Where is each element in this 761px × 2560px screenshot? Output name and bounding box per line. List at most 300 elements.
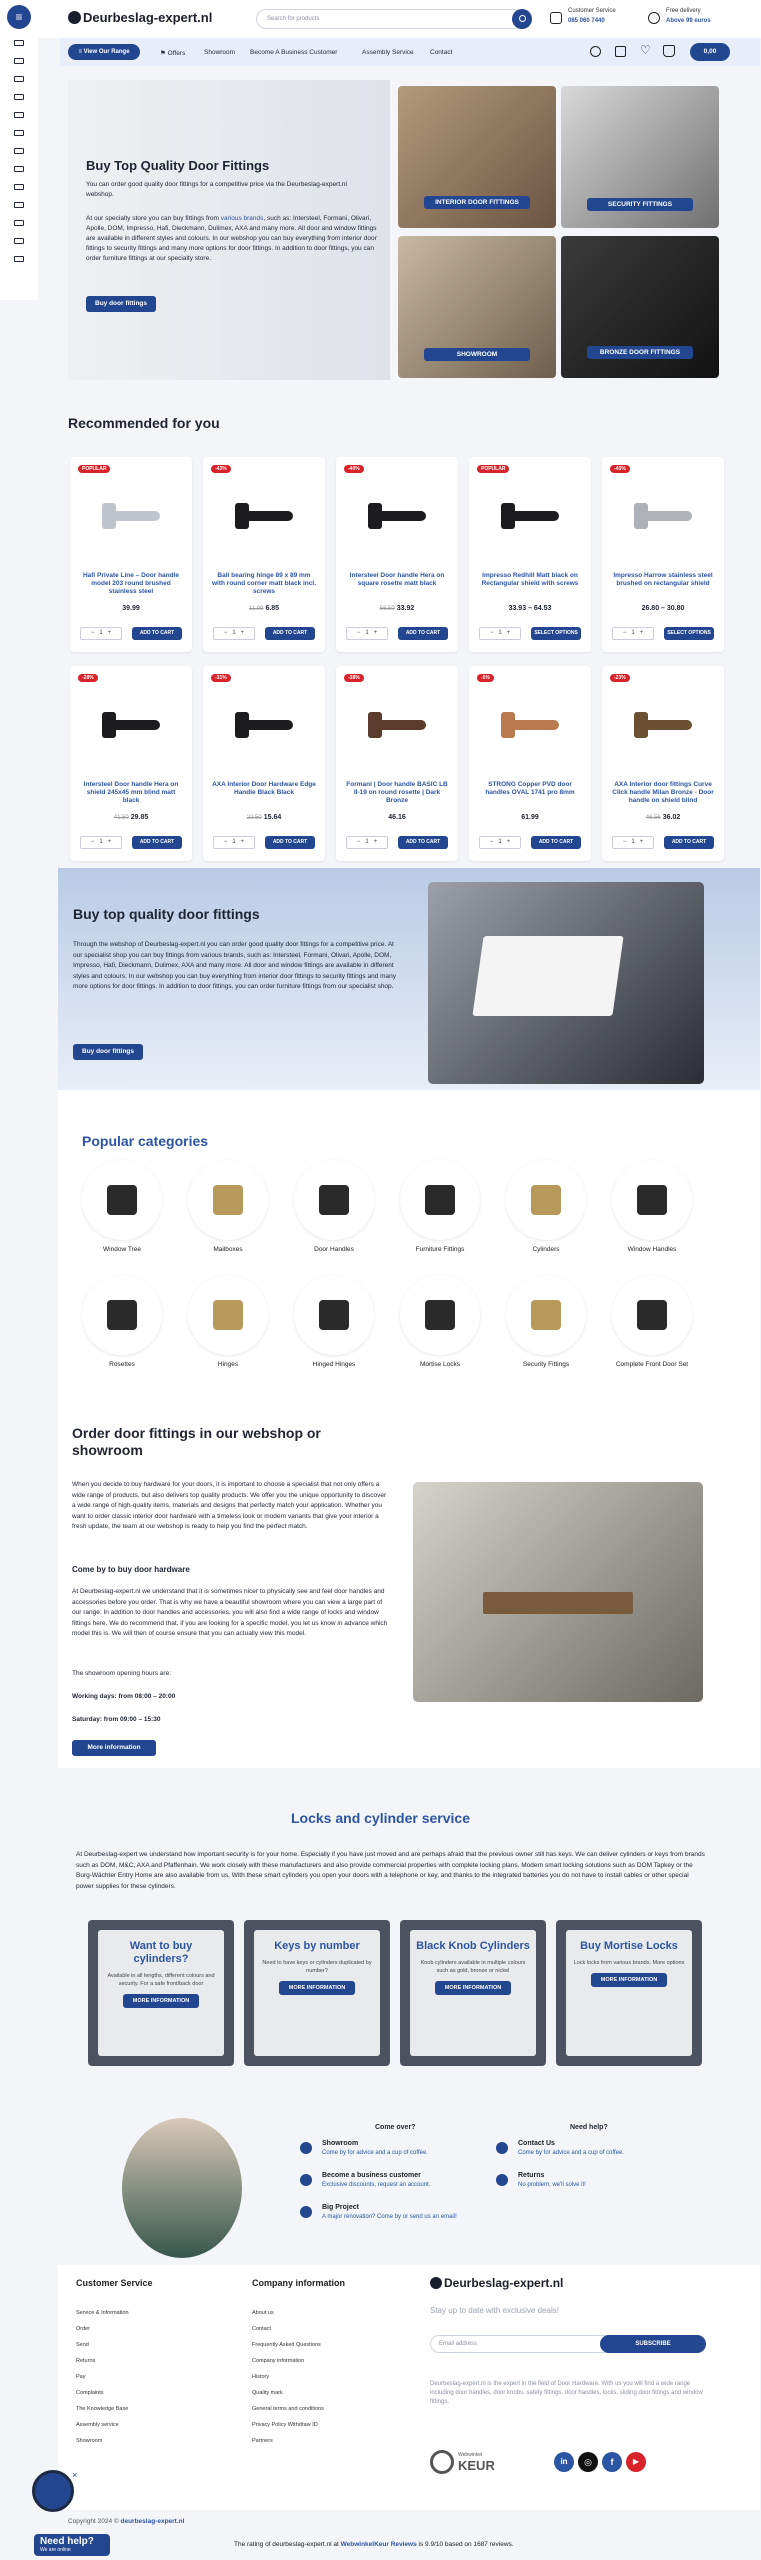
service-more-button[interactable]: MORE INFORMATION xyxy=(435,1981,511,1995)
product-current-price: 33.92 xyxy=(396,605,415,612)
buy-section xyxy=(58,868,760,1090)
brands-link[interactable]: various brands xyxy=(220,215,264,222)
category-image xyxy=(188,1275,268,1355)
quantity-stepper[interactable]: − 1 + xyxy=(80,627,122,640)
category-label: Security Fittings xyxy=(522,1361,570,1368)
tile-security-label: SECURITY FITTINGS xyxy=(587,198,693,211)
product-badge: -31% xyxy=(211,674,231,682)
footer-link[interactable]: History xyxy=(252,2374,270,2380)
product-price xyxy=(469,605,591,612)
category-product-shape xyxy=(637,1185,667,1215)
cart-icon[interactable] xyxy=(663,45,675,57)
footer-link[interactable]: Pay xyxy=(76,2374,86,2380)
product-card[interactable] xyxy=(602,666,724,861)
add-to-cart-button[interactable]: ADD TO CART xyxy=(132,836,182,849)
webwinkelkeur-logo[interactable] xyxy=(430,2450,500,2476)
close-icon[interactable]: × xyxy=(72,2470,78,2480)
category-label: Hinges xyxy=(217,1361,239,1368)
product-badge: -43% xyxy=(211,465,231,473)
need-help-title: Need help? xyxy=(570,2124,608,2131)
product-current-price: 15.64 xyxy=(263,814,282,821)
plus-icon[interactable]: + xyxy=(240,839,245,845)
quantity-stepper[interactable]: − 1 + xyxy=(346,627,388,640)
product-card[interactable] xyxy=(469,457,591,652)
hero-intro: You can order good quality door fittings for a competitive price via the Deurbeslag-expert.nl webshop. xyxy=(86,181,347,198)
hero-section xyxy=(68,80,390,380)
add-to-cart-button[interactable]: ADD TO CART xyxy=(398,627,448,640)
search-input[interactable]: Search for products xyxy=(256,9,524,29)
plus-icon[interactable]: + xyxy=(240,630,245,636)
quantity-stepper[interactable]: − 1 + xyxy=(213,836,255,849)
footer-link[interactable]: About us xyxy=(252,2310,274,2316)
laptop-screen xyxy=(472,936,623,1016)
category-image xyxy=(294,1160,374,1240)
rail-icon-key[interactable] xyxy=(14,148,24,154)
service-text: Available in all lengths, different colours and security. For a safe front/back door xyxy=(107,1973,215,1987)
category-item[interactable] xyxy=(186,1160,270,1253)
tile-showroom-label: SHOWROOM xyxy=(424,348,530,361)
customer-service-label: Customer Service xyxy=(568,8,616,14)
service-more-button[interactable]: MORE INFORMATION xyxy=(591,1973,667,1987)
category-item[interactable] xyxy=(504,1275,588,1368)
category-item[interactable] xyxy=(186,1275,270,1368)
project-icon xyxy=(300,2206,312,2218)
category-label: Window Handles xyxy=(627,1246,677,1253)
rosette-shape xyxy=(235,503,249,529)
product-name[interactable]: Intersteel Door handle Hera on shield 245x45 mm blind matt black xyxy=(83,781,179,804)
category-label: Mailboxes xyxy=(213,1246,243,1253)
hero-title: Buy Top Quality Door Fittings xyxy=(86,158,270,173)
product-current-price: 6.85 xyxy=(265,605,280,612)
service-title: Buy Mortise Locks xyxy=(580,1940,678,1952)
tile-bronze[interactable] xyxy=(561,236,719,378)
product-price xyxy=(602,814,724,821)
plus-icon[interactable]: + xyxy=(506,630,511,636)
footer-link[interactable]: Service & Information xyxy=(76,2310,129,2316)
left-rail xyxy=(0,0,38,300)
plus-icon[interactable]: + xyxy=(639,839,644,845)
minus-icon[interactable]: − xyxy=(489,630,494,636)
product-card[interactable] xyxy=(336,457,458,652)
category-image xyxy=(506,1160,586,1240)
product-current-price: 46.16 xyxy=(388,814,406,821)
add-to-cart-button[interactable]: ADD TO CART xyxy=(132,627,182,640)
add-to-cart-button[interactable]: ADD TO CART xyxy=(531,836,581,849)
keur-big: KEUR xyxy=(458,2458,495,2473)
tile-showroom[interactable] xyxy=(398,236,556,378)
help-avatar xyxy=(32,2470,74,2512)
cart-total-button[interactable]: 0,00 xyxy=(690,43,730,61)
category-item[interactable] xyxy=(504,1160,588,1253)
product-name[interactable]: STRONG Copper PVD door handles OVAL 1741 pro 8mm xyxy=(485,781,575,796)
product-image xyxy=(499,698,561,760)
instagram-icon[interactable]: ◎ xyxy=(578,2452,598,2472)
category-product-shape xyxy=(319,1300,349,1330)
newsletter-text: Stay up to date with exclusive deals! xyxy=(430,2306,559,2315)
tile-interior[interactable] xyxy=(398,86,556,228)
footer-link[interactable]: Showroom xyxy=(76,2438,103,2444)
minus-icon[interactable]: − xyxy=(489,839,494,845)
product-badge: POPULAR xyxy=(477,465,509,473)
product-price xyxy=(602,605,724,612)
category-item[interactable] xyxy=(610,1275,694,1368)
rail-icon-cylinder[interactable] xyxy=(14,130,24,136)
product-image xyxy=(632,489,694,551)
come-over-title: Come over? xyxy=(375,2124,416,2131)
category-item[interactable] xyxy=(292,1160,376,1253)
quantity-stepper[interactable]: − 1 + xyxy=(612,627,654,640)
business-icon xyxy=(300,2174,312,2186)
locks-body: At Deurbeslag-expert we understand how important security is for your home. Especially if you have just moved and are perhaps afraid that the previous owner still has keys. We can deliver cylinders or keys from brands such as DOM, M&C, AXA and Pfaffenhain. We work closely with these manufacturers and also provide commercial properties with complete locking plans. Modern smart locking solutions such as DOM Tapkey or the Burg-Wächter Entry Home are also available from us. With these smart cylinders you open your doors with a telephone or key, and thanks to the integrated batteries you do not have to install cables or other special power supplies for these cylinders. xyxy=(76,1851,705,1890)
service-more-button[interactable]: MORE INFORMATION xyxy=(279,1981,355,1995)
phone-icon xyxy=(550,12,562,24)
category-label: Door Handles xyxy=(314,1246,354,1253)
rosette-shape xyxy=(102,712,116,738)
rail-icon-door[interactable] xyxy=(14,40,24,46)
footer-link[interactable]: The Knowledge Base xyxy=(76,2406,129,2412)
product-price xyxy=(203,814,325,821)
logo-icon xyxy=(430,2277,442,2289)
footer-link[interactable]: Order xyxy=(76,2326,91,2332)
quantity-stepper[interactable]: − 1 + xyxy=(80,836,122,849)
category-item[interactable] xyxy=(398,1275,482,1368)
showroom-p1: When you decide to buy hardware for your doors, it is important to choose a specialist that not only offers a wide range of products, but also delivers top quality products. We offer you the unique opportunity to discover a wide range of high-quality items, materials and designs that perfectly match your application. Whether you want to order classic interior door hardware with a timeless look or modern variants that give your interior a fresh update, the team at our webshop is ready to help you find the perfect match. xyxy=(72,1481,387,1530)
rail-icon-hinge[interactable] xyxy=(14,94,24,100)
category-item[interactable] xyxy=(80,1160,164,1253)
showroom-h2: Come by to buy door hardware xyxy=(72,1565,190,1574)
help-widget[interactable] xyxy=(30,2470,78,2540)
contact-sub: Come by for advice and a cup of coffee. xyxy=(322,2150,428,2156)
top-bar xyxy=(38,0,761,38)
rail-icon-sliding[interactable] xyxy=(14,184,24,190)
menu-button[interactable]: ≡ xyxy=(7,5,31,29)
product-price xyxy=(70,605,192,612)
product-name[interactable]: Impresso Redhill Matt black on Rectangular shield with screws xyxy=(481,572,579,587)
category-item[interactable] xyxy=(398,1160,482,1253)
locks-title: Locks and cylinder service xyxy=(291,1810,470,1826)
footer-link[interactable]: Send xyxy=(76,2342,89,2348)
category-image xyxy=(400,1160,480,1240)
add-to-cart-button[interactable]: ADD TO CART xyxy=(265,836,315,849)
service-card[interactable] xyxy=(88,1920,234,2066)
email-input[interactable]: Email address xyxy=(430,2335,630,2353)
plus-icon[interactable]: + xyxy=(107,630,112,636)
hours-working: Working days: from 08:00 – 20:00 xyxy=(72,1693,176,1700)
footer-ci-title: Company information xyxy=(252,2278,346,2288)
product-old-price: 56.50 xyxy=(379,606,395,612)
product-current-price: 33.93 – 64.53 xyxy=(508,605,552,612)
category-label: Window Tree xyxy=(103,1246,141,1253)
product-image xyxy=(100,489,162,551)
product-name[interactable]: Hafi Private Line – Door handle model 203 round brushed stainless steel xyxy=(82,572,180,595)
product-name[interactable]: Intersteel Door handle Hera on square rosette matt black xyxy=(349,572,445,587)
product-name[interactable]: AXA Interior Door Hardware Edge Handle Black Black xyxy=(212,781,316,796)
footer-about: Deurbeslag-expert.nl is the expert in the field of Door Hardware. With us you will find a wide range including door handles, door knobs, safety fittings, door handles, locks, sliding door fittings and window fittings. xyxy=(430,2381,703,2405)
facebook-icon[interactable]: f xyxy=(602,2452,622,2472)
category-product-shape xyxy=(213,1185,243,1215)
linkedin-icon[interactable]: in xyxy=(554,2452,574,2472)
product-image xyxy=(499,489,561,551)
hours-intro: The showroom opening hours are: xyxy=(72,1670,172,1677)
footer-link[interactable]: Assembly service xyxy=(76,2422,119,2428)
plus-icon[interactable]: + xyxy=(373,630,378,636)
keur-check-icon xyxy=(430,2450,454,2474)
rating-link[interactable]: WebwinkelKeur Reviews xyxy=(340,2541,417,2548)
add-to-cart-button[interactable]: SELECT OPTIONS xyxy=(531,627,581,640)
minus-icon[interactable]: − xyxy=(223,630,228,636)
minus-icon[interactable]: − xyxy=(90,839,95,845)
category-item[interactable] xyxy=(610,1160,694,1253)
category-image xyxy=(82,1160,162,1240)
service-card[interactable] xyxy=(400,1920,546,2066)
nav-assembly[interactable]: Assembly Service xyxy=(362,49,414,56)
service-card-inner xyxy=(98,1930,224,2056)
footer-logo[interactable]: Deurbeslag-expert.nl xyxy=(430,2276,563,2290)
product-image xyxy=(233,489,295,551)
rosette-shape xyxy=(634,712,648,738)
minus-icon[interactable]: − xyxy=(622,839,627,845)
contact-sub: Exclusive discounts, request an account. xyxy=(322,2182,431,2188)
tile-bronze-label: BRONZE DOOR FITTINGS xyxy=(587,346,693,359)
minus-icon[interactable]: − xyxy=(356,630,361,636)
category-product-shape xyxy=(213,1300,243,1330)
copyright: Copyright 2024 © deurbeslag-expert.nl xyxy=(68,2518,185,2525)
quantity-stepper[interactable]: − 1 + xyxy=(213,627,255,640)
product-card[interactable] xyxy=(203,457,325,652)
add-to-cart-button[interactable]: ADD TO CART xyxy=(398,836,448,849)
rosette-shape xyxy=(102,503,116,529)
logo-icon xyxy=(68,11,81,24)
tile-interior-label: INTERIOR DOOR FITTINGS xyxy=(424,196,530,209)
product-old-price: 11.99 xyxy=(248,606,264,612)
category-image xyxy=(612,1275,692,1355)
search-icon xyxy=(519,15,526,22)
need-help-text: Need help? xyxy=(40,2536,94,2547)
rail-icon-window[interactable] xyxy=(14,112,24,118)
category-image xyxy=(506,1275,586,1355)
add-to-cart-button[interactable]: SELECT OPTIONS xyxy=(664,627,714,640)
contact-title: Become a business customer xyxy=(322,2172,421,2179)
service-title: Want to buy cylinders? xyxy=(129,1940,193,1965)
category-product-shape xyxy=(531,1185,561,1215)
minus-icon[interactable]: − xyxy=(622,630,627,636)
view-range-button[interactable]: ≡ View Our Range xyxy=(68,44,140,60)
contact-title: Contact Us xyxy=(518,2140,555,2147)
rail-icon-lock[interactable] xyxy=(14,76,24,82)
contact-sub: No problem, we'll solve it! xyxy=(518,2182,586,2188)
footer-link[interactable]: Frequently Asked Questions xyxy=(252,2342,321,2348)
product-image xyxy=(366,698,428,760)
category-item[interactable] xyxy=(292,1275,376,1368)
product-price xyxy=(469,814,591,821)
category-product-shape xyxy=(425,1300,455,1330)
showroom-cta[interactable]: More information xyxy=(72,1740,156,1756)
quantity-stepper[interactable]: − 1 + xyxy=(479,627,521,640)
minus-icon[interactable]: − xyxy=(90,630,95,636)
footer-link[interactable]: Contact xyxy=(252,2326,271,2332)
nav-bar xyxy=(60,38,760,66)
contact-title: Returns xyxy=(518,2172,545,2179)
footer-link[interactable]: Quality mark xyxy=(252,2390,283,2396)
category-image xyxy=(400,1275,480,1355)
rosette-shape xyxy=(501,712,515,738)
service-card[interactable] xyxy=(244,1920,390,2066)
need-help-badge[interactable] xyxy=(34,2534,110,2556)
staff-photo xyxy=(122,2118,242,2258)
subscribe-button[interactable]: SUBSCRIBE xyxy=(600,2335,706,2353)
showroom-p2: At Deurbeslag-expert.nl we understand that it is sometimes nicer to physically see and feel door handles and accessories before you order. That is why we have a beautiful showroom where you can view a large part of our range. In addition to door handles and accessories, you will also find a wide range of locks and window fittings here. We do recommend that, if you are looking for a specific model, you let us know in advance which model this is. We will then of course ensure that you can actually view this model. xyxy=(72,1588,388,1637)
category-product-shape xyxy=(637,1300,667,1330)
nav-business[interactable]: Become A Business Customer xyxy=(250,49,338,56)
categories-title: Popular categories xyxy=(82,1133,209,1149)
product-card[interactable] xyxy=(469,666,591,861)
buy-cta[interactable]: Buy door fittings xyxy=(73,1044,143,1060)
menu-icon: ≡ xyxy=(78,49,84,55)
service-card-inner xyxy=(410,1930,536,2056)
product-price xyxy=(70,814,192,821)
nav-contact[interactable]: Contact xyxy=(430,49,453,56)
plus-icon[interactable]: + xyxy=(373,839,378,845)
rail-icon-sale[interactable] xyxy=(14,256,24,262)
category-product-shape xyxy=(107,1300,137,1330)
product-image xyxy=(100,698,162,760)
tag-icon: ⚑ xyxy=(160,50,168,57)
category-label: Mortise Locks xyxy=(419,1361,461,1368)
category-label: Rosettes xyxy=(109,1361,135,1368)
product-name[interactable]: Ball bearing hinge 89 x 89 mm with round corner matt black incl. screws xyxy=(211,572,317,595)
product-badge: POPULAR xyxy=(78,465,110,473)
add-to-cart-button[interactable]: ADD TO CART xyxy=(664,836,714,849)
category-image xyxy=(612,1160,692,1240)
product-card[interactable] xyxy=(203,666,325,861)
product-name[interactable]: Impresso Harrow stainless steel brushed on rectangular shield xyxy=(613,572,713,587)
product-current-price: 26.80 – 30.80 xyxy=(641,605,685,612)
tile-security[interactable] xyxy=(561,86,719,228)
product-badge: -45% xyxy=(610,465,630,473)
logo[interactable]: Deurbeslag-expert.nl xyxy=(68,10,212,25)
hero-body: At our specialty store you can buy fittings from various brands, such as: Intersteel, Formani, Olivari, Apolle, DOM, Impresso, Hafi, Dieckmann, Dulimex, AXA and many more. All door and window fittings are available in different styles and colours. In our webshop you can buy everything from interior door fittings to security fittings and many more options for door fittings. In addition to door fittings, you can order furniture fittings at our specialty store. xyxy=(86,215,377,262)
nav-showroom[interactable]: Showroom xyxy=(204,49,236,56)
delivery-label: Free delivery xyxy=(666,8,701,14)
product-badge: -5% xyxy=(477,674,494,682)
laptop-image xyxy=(428,882,704,1084)
footer-link[interactable]: Returns xyxy=(76,2358,96,2364)
product-badge: -40% xyxy=(344,465,364,473)
category-label: Furniture Fittings xyxy=(415,1246,465,1253)
product-current-price: 36.02 xyxy=(662,814,681,821)
product-old-price: 22.50 xyxy=(246,815,262,821)
hours-saturday: Saturday: from 09:00 – 15:30 xyxy=(72,1716,161,1723)
search-button[interactable] xyxy=(512,9,532,29)
product-current-price: 39.99 xyxy=(122,605,140,612)
youtube-icon[interactable]: ▶ xyxy=(626,2452,646,2472)
rail-icon-furniture[interactable] xyxy=(14,202,24,208)
service-title: Keys by number xyxy=(274,1940,360,1952)
nav-offers[interactable]: ⚑ Offers xyxy=(160,50,186,57)
category-image xyxy=(294,1275,374,1355)
product-card[interactable] xyxy=(70,457,192,652)
product-card[interactable] xyxy=(602,457,724,652)
buy-body: Through the webshop of Deurbeslag-expert.nl you can order good quality door fittings for a competitive price. At our specialist shop you can buy fittings from various brands, such as: Intersteel, Formani, Olivari, Apolle, DOM, Impresso, Hafi, Dieckmann, Dulimex, AXA and many more. All door and window fittings are available in different styles and colours. In our webshop you can buy everything from interior door fittings to security fittings and many more options for door fittings. In addition to door fittings, you can order furniture fittings from our specialist shop. xyxy=(73,941,396,990)
footer-link[interactable]: Complaints xyxy=(76,2390,104,2396)
location-icon xyxy=(300,2142,312,2154)
mail-icon xyxy=(496,2142,508,2154)
copyright-link[interactable]: deurbeslag-expert.nl xyxy=(120,2518,185,2525)
contact-sub: A major renovation? Come by or send us an email! xyxy=(322,2214,457,2220)
rating-text: The rating of deurbeslag-expert.nl at WebwinkelKeur Reviews is 9.9/10 based on 1687 reviews. xyxy=(234,2541,514,2548)
recommended-title: Recommended for you xyxy=(68,415,220,431)
product-card[interactable] xyxy=(336,666,458,861)
service-more-button[interactable]: MORE INFORMATION xyxy=(123,1994,199,2008)
product-image xyxy=(632,698,694,760)
rail-icon-mailbox[interactable] xyxy=(14,166,24,172)
product-badge: -28% xyxy=(78,674,98,682)
product-old-price: 46.56 xyxy=(645,815,661,821)
wishlist-icon[interactable]: ♡ xyxy=(640,43,651,57)
quantity-stepper[interactable]: − 1 + xyxy=(346,836,388,849)
minus-icon[interactable]: − xyxy=(356,839,361,845)
category-item[interactable] xyxy=(80,1275,164,1368)
contact-title: Showroom xyxy=(322,2140,359,2147)
product-name[interactable]: AXA Interior door fittings Curve Click handle Milan Bronze - Door handle on shield blind xyxy=(612,781,714,804)
rosette-shape xyxy=(368,712,382,738)
customer-service-phone[interactable]: 085 060 7440 xyxy=(568,18,605,24)
product-price xyxy=(203,605,325,612)
product-badge: -38% xyxy=(344,674,364,682)
plus-icon[interactable]: + xyxy=(639,630,644,636)
product-old-price: 41.50 xyxy=(113,815,129,821)
product-current-price: 29.85 xyxy=(130,814,149,821)
product-name[interactable]: Formani | Door handle BASIC LB II-19 on round rosette | Dark Bronze xyxy=(346,781,448,804)
category-product-shape xyxy=(319,1185,349,1215)
service-card[interactable] xyxy=(556,1920,702,2066)
account-icon[interactable] xyxy=(590,46,601,57)
hero-cta[interactable]: Buy door fittings xyxy=(86,296,156,312)
plus-icon[interactable]: + xyxy=(506,839,511,845)
category-product-shape xyxy=(107,1185,137,1215)
footer-link[interactable]: Partners xyxy=(252,2438,273,2444)
minus-icon[interactable]: − xyxy=(223,839,228,845)
returns-icon xyxy=(496,2174,508,2186)
footer-link[interactable]: Company information xyxy=(252,2358,305,2364)
need-help-sub: We are online xyxy=(40,2547,71,2553)
category-product-shape xyxy=(531,1300,561,1330)
service-card-inner xyxy=(566,1930,692,2056)
product-badge: -23% xyxy=(610,674,630,682)
rosette-shape xyxy=(634,503,648,529)
footer-link[interactable]: General terms and conditions xyxy=(252,2406,324,2412)
product-price xyxy=(336,605,458,612)
category-image xyxy=(82,1275,162,1355)
add-to-cart-button[interactable]: ADD TO CART xyxy=(265,627,315,640)
rail-icon-accessories[interactable] xyxy=(14,238,24,244)
compare-icon[interactable] xyxy=(615,46,626,57)
quantity-stepper[interactable]: − 1 + xyxy=(612,836,654,849)
rosette-shape xyxy=(235,712,249,738)
product-card[interactable] xyxy=(70,666,192,861)
rail-icon-security[interactable] xyxy=(14,220,24,226)
table-shape xyxy=(483,1592,633,1614)
footer-link[interactable]: Privacy Policy Withdraw ID xyxy=(252,2422,318,2428)
plus-icon[interactable]: + xyxy=(107,839,112,845)
contact-title: Big Project xyxy=(322,2204,359,2211)
product-image xyxy=(366,489,428,551)
product-image xyxy=(233,698,295,760)
rosette-shape xyxy=(501,503,515,529)
quantity-stepper[interactable]: − 1 + xyxy=(479,836,521,849)
service-text: Knob cylinders available in multiple colours such as gold, bronze or nickel xyxy=(420,1960,526,1974)
rail-icon-handle[interactable] xyxy=(14,58,24,64)
